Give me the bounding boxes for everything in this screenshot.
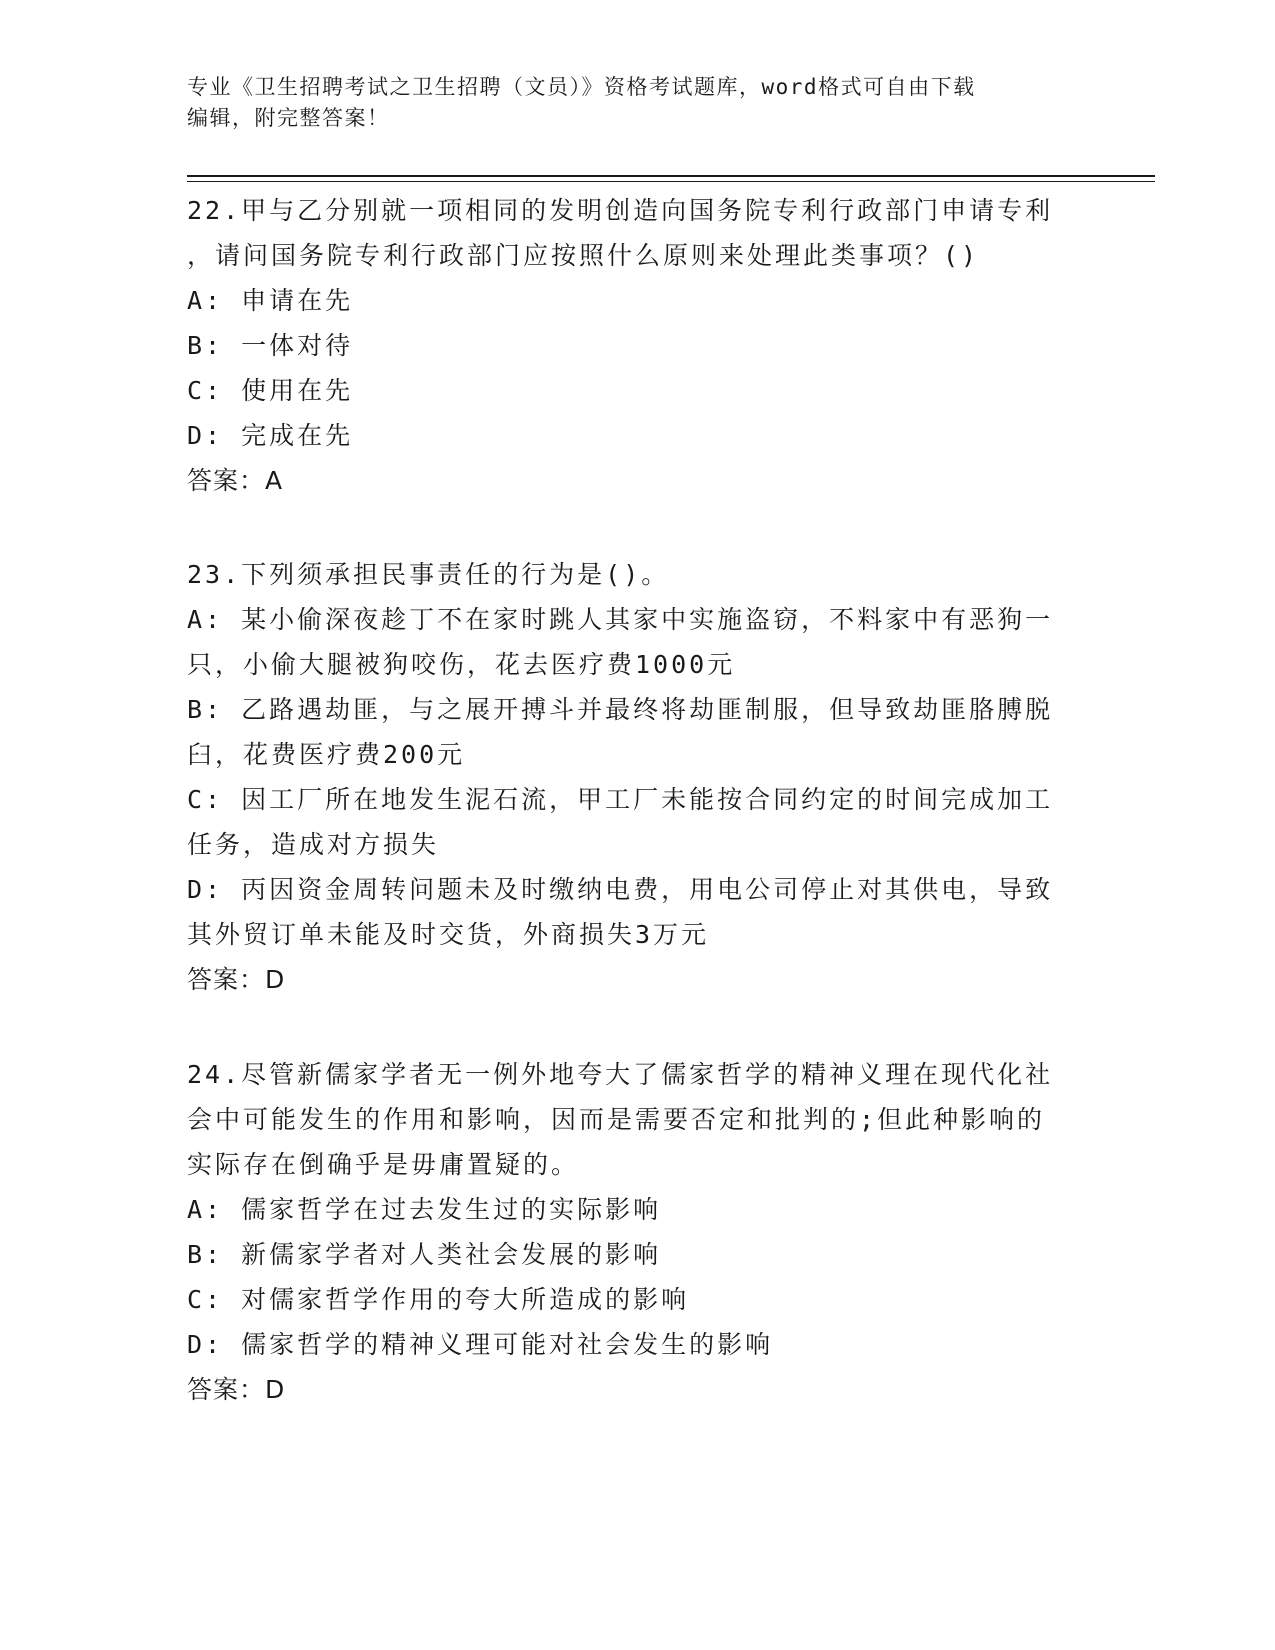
option-d-continued: 其外贸订单未能及时交货，外商损失3万元 xyxy=(187,920,710,949)
option-c-continued: 任务，造成对方损失 xyxy=(187,830,440,859)
question-text: 实际存在倒确乎是毋庸置疑的。 xyxy=(187,1150,580,1179)
option-b: B: 新儒家学者对人类社会发展的影响 xyxy=(187,1240,662,1269)
document-header xyxy=(187,72,1067,134)
option-b: B: 一体对待 xyxy=(187,331,354,360)
option-a: A: 申请在先 xyxy=(187,286,354,315)
option-c: C: 因工厂所在地发生泥石流，甲工厂未能按合同约定的时间完成加工 xyxy=(187,785,1054,814)
question-block xyxy=(187,552,1067,1002)
answer: 答案：D xyxy=(187,965,286,994)
answer: 答案：A xyxy=(187,466,284,495)
question-text: 23.下列须承担民事责任的行为是()。 xyxy=(187,560,670,589)
answer: 答案：D xyxy=(187,1375,286,1404)
option-c: C: 使用在先 xyxy=(187,376,354,405)
option-b: B: 乙路遇劫匪，与之展开搏斗并最终将劫匪制服，但导致劫匪胳膊脱 xyxy=(187,695,1054,724)
question-text: 24.尽管新儒家学者无一例外地夸大了儒家哲学的精神义理在现代化社 xyxy=(187,1060,1054,1089)
header-line: 专业《卫生招聘考试之卫生招聘（文员）》资格考试题库，word格式可自由下载 xyxy=(187,75,976,99)
header-line: 编辑，附完整答案！ xyxy=(187,106,390,130)
option-a: A: 儒家哲学在过去发生过的实际影响 xyxy=(187,1195,662,1224)
question-block xyxy=(187,1052,1067,1412)
option-c: C: 对儒家哲学作用的夸大所造成的影响 xyxy=(187,1285,690,1314)
option-d: D: 儒家哲学的精神义理可能对社会发生的影响 xyxy=(187,1330,774,1359)
option-b-continued: 臼，花费医疗费200元 xyxy=(187,740,466,769)
option-a-continued: 只，小偷大腿被狗咬伤，花去医疗费1000元 xyxy=(187,650,736,679)
option-a: A: 某小偷深夜趁丁不在家时跳人其家中实施盗窃，不料家中有恶狗一 xyxy=(187,605,1054,634)
question-text: 会中可能发生的作用和影响，因而是需要否定和批判的;但此种影响的 xyxy=(187,1105,1046,1134)
option-d: D: 丙因资金周转问题未及时缴纳电费，用电公司停止对其供电，导致 xyxy=(187,875,1054,904)
question-block xyxy=(187,188,1067,503)
question-text: ，请问国务院专利行政部门应按照什么原则来处理此类事项？() xyxy=(187,241,980,270)
question-text: 22.甲与乙分别就一项相同的发明创造向国务院专利行政部门申请专利 xyxy=(187,196,1054,225)
header-divider xyxy=(187,175,1155,177)
header-divider-thin xyxy=(187,181,1155,182)
option-d: D: 完成在先 xyxy=(187,421,354,450)
